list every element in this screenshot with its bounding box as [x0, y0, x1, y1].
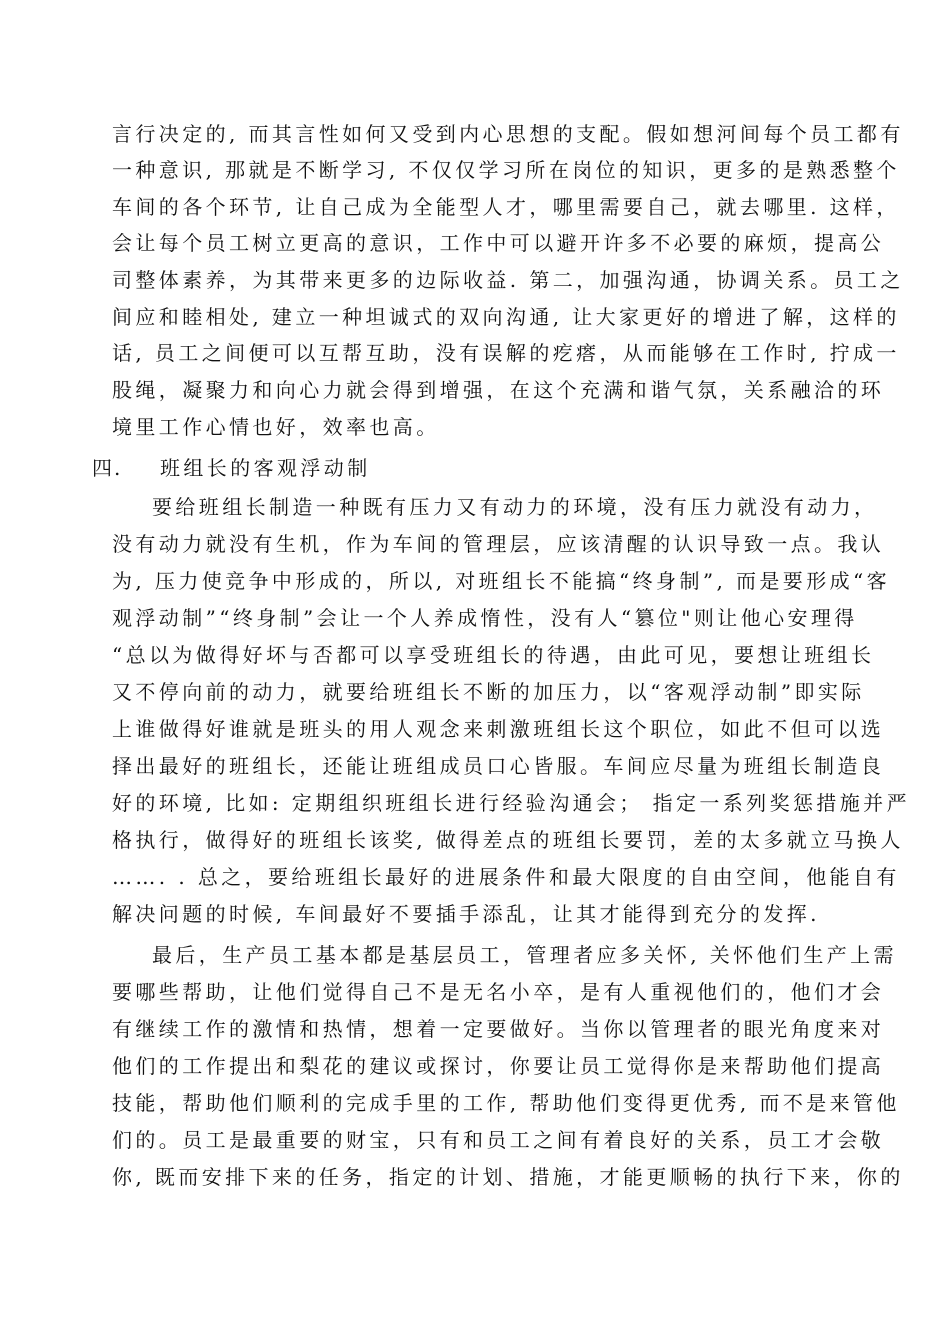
paragraph-2-line-8: 择出最好的班组长，还能让班组成员口心皆服。车间应尽量为班组长制造良	[112, 754, 885, 778]
paragraph-3-line-2: 要哪些帮助，让他们觉得自己不是无名小卒，是有人重视他们的，他们才会	[112, 980, 885, 1004]
paragraph-1-line-3: 车间的各个环节, 让自己成为全能型人才，哪里需要自己，就去哪里. 这样，	[112, 195, 900, 219]
paragraph-2-line-1: 要给班组长制造一种既有压力又有动力的环境，没有压力就没有动力，	[152, 495, 878, 519]
paragraph-1-line-4: 会让每个员工树立更高的意识，工作中可以避开许多不必要的麻烦，提高公	[112, 231, 885, 255]
paragraph-3-line-3: 有继续工作的激情和热情，想着一定要做好。当你以管理者的眼光角度来对	[112, 1017, 885, 1041]
paragraph-3-line-5: 技能，帮助他们顺利的完成手里的工作, 帮助他们变得更优秀, 而不是来管他	[112, 1091, 900, 1115]
paragraph-1-line-9: 境里工作心情也好，效率也高。	[112, 415, 440, 439]
paragraph-2-line-9: 好的环境, 比如: 定期组织班组长进行经验沟通会； 指定一系列奖惩措施并严	[112, 791, 910, 815]
paragraph-1-line-2: 一种意识, 那就是不断学习, 不仅仅学习所在岗位的知识，更多的是熟悉整个	[112, 158, 900, 182]
paragraph-3-line-7: 你, 既而安排下来的任务，指定的计划、措施，才能更顺畅的执行下来，你的	[112, 1165, 904, 1189]
section-title: 班组长的客观浮动制	[160, 456, 371, 480]
paragraph-1-line-1: 言行决定的, 而其言性如何又受到内心思想的支配。假如想河间每个员工都有	[112, 122, 904, 146]
paragraph-2-line-11: ……. . 总之，要给班组长最好的进展条件和最大限度的自由空间，他能自有	[112, 865, 900, 889]
paragraph-2-line-5: “总以为做得好坏与否都可以享受班组长的待遇，由此可见，要想让班组长	[112, 643, 875, 667]
paragraph-1-line-7: 话, 员工之间便可以互帮互助，没有误解的疙瘩，从而能够在工作时, 拧成一	[112, 341, 900, 365]
paragraph-2-line-3: 为, 压力使竞争中形成的，所以, 对班组长不能搞“终身制”, 而是要形成“客	[112, 569, 891, 593]
paragraph-1-line-6: 间应和睦相处, 建立一种坦诚式的双向沟通, 让大家更好的增进了解，这样的	[112, 305, 900, 329]
paragraph-2-line-6: 又不停向前的动力，就要给班组长不断的加压力，以“客观浮动制”即实际	[112, 680, 865, 704]
paragraph-3-line-1: 最后，生产员工基本都是基层员工，管理者应多关怀, 关怀他们生产上需	[152, 943, 897, 967]
paragraph-3-line-4: 他们的工作提出和梨花的建议或探讨，你要让员工觉得你是来帮助他们提高	[112, 1054, 885, 1078]
paragraph-3-line-6: 们的。员工是最重要的财宝，只有和员工之间有着良好的关系，员工才会敬	[112, 1128, 885, 1152]
paragraph-2-line-10: 格执行，做得好的班组长该奖, 做得差点的班组长要罚，差的太多就立马换人	[112, 828, 904, 852]
paragraph-1-line-5: 司整体素养，为其带来更多的边际收益. 第二，加强沟通，协调关系。员工之	[112, 268, 904, 292]
paragraph-2-line-2: 没有动力就没有生机，作为车间的管理层，应该清醒的认识导致一点。我认	[112, 532, 885, 556]
section-number: 四.	[92, 456, 123, 480]
paragraph-1-line-8: 股绳，凝聚力和向心力就会得到增强，在这个充满和谐气氛，关系融洽的环	[112, 378, 885, 402]
paragraph-2-line-4: 观浮动制”“终身制”会让一个人养成惰性，没有人“篡位"则让他心安理得	[112, 606, 858, 630]
paragraph-2-line-7: 上谁做得好谁就是班头的用人观念来刺激班组长这个职位，如此不但可以选	[112, 717, 885, 741]
paragraph-2-line-12: 解决问题的时候, 车间最好不要插手添乱，让其才能得到充分的发挥.	[112, 902, 820, 926]
